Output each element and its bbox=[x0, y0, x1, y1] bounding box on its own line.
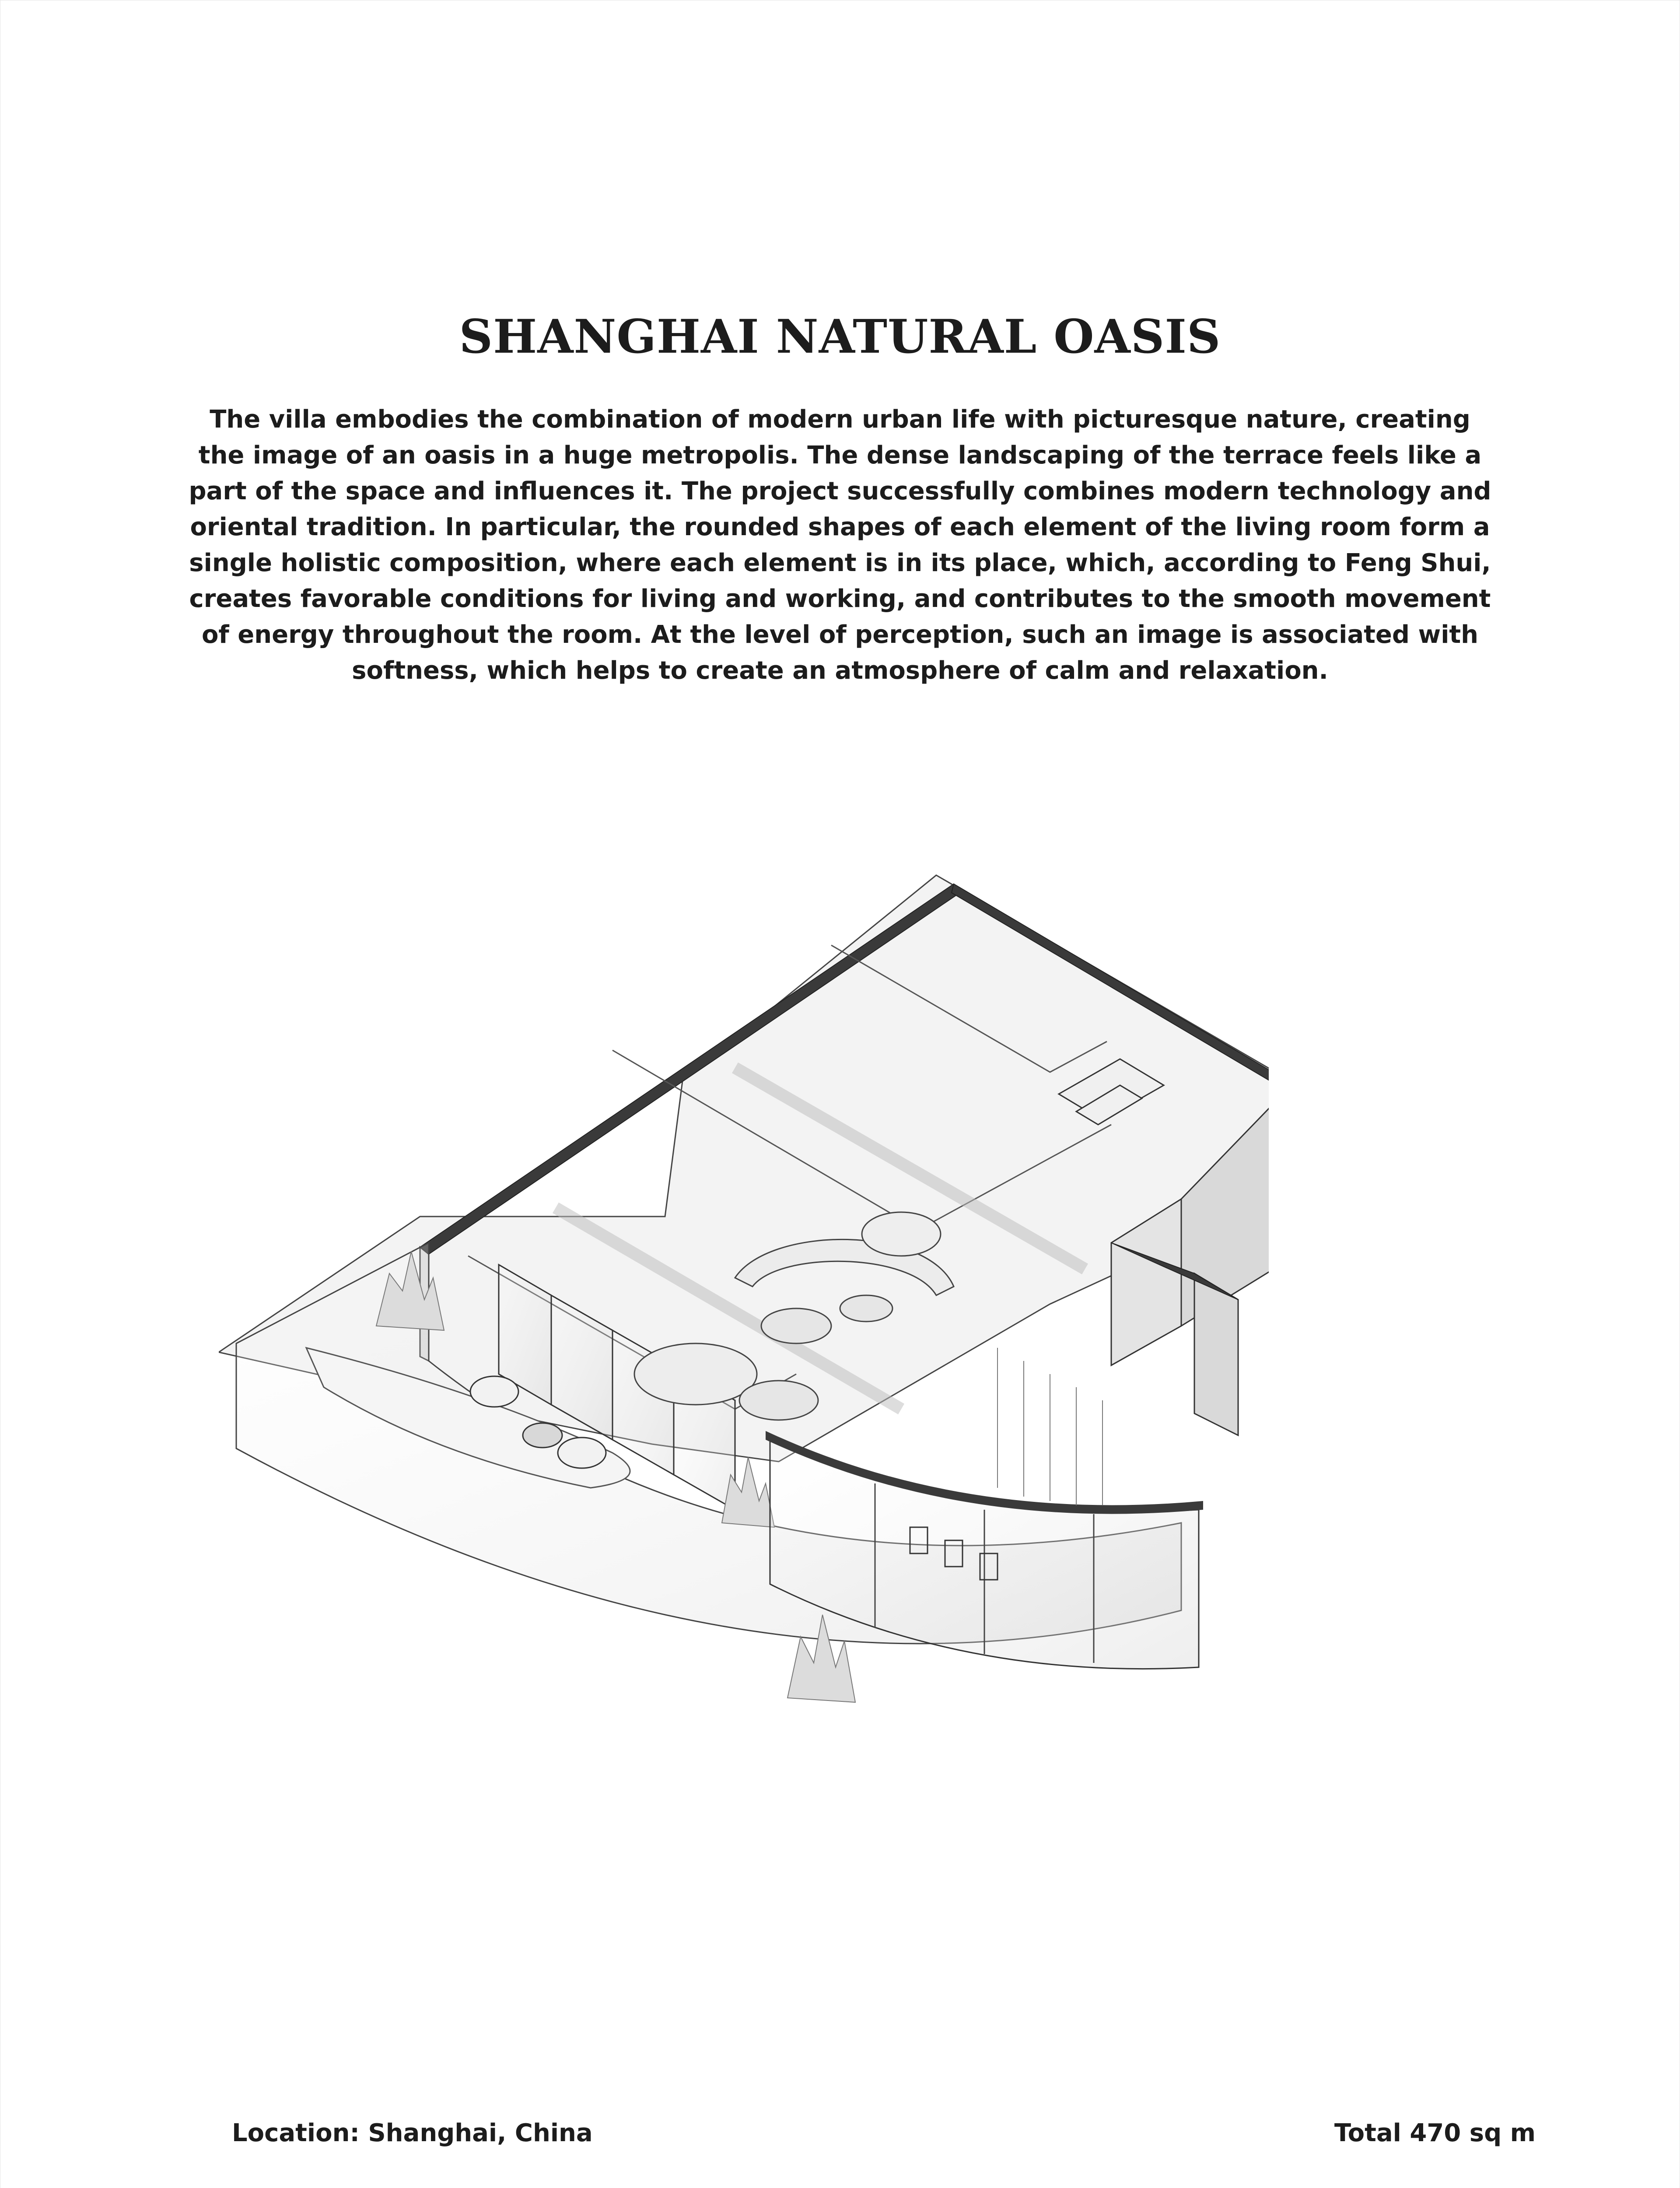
ottoman-3 bbox=[739, 1381, 818, 1420]
project-description: The villa embodies the combination of modern urban life with picturesque nature, creating the image of an oasis in a huge metropolis. The dense landscaping of the terrace feels like a part of the space and influences it. The project successfully combines modern technology and oriental tradition. In particular, the rounded shapes of each element of the living room form a single holistic composition, where each element is in its place, which, according to Feng Shui, creates favorable conditions for living and working, and contributes to the smooth movement of energy throughout the room. At the level of perception, such an image is associated with softness, which helps to create an atmosphere of calm and relaxation. bbox=[189, 405, 1491, 685]
kitchen-wall-face bbox=[1194, 1273, 1238, 1435]
wall-paneling bbox=[998, 1348, 1102, 1505]
ottoman-2 bbox=[840, 1295, 892, 1322]
location-label: Location: Shanghai, China bbox=[232, 2119, 593, 2147]
total-area-label: Total 470 sq m bbox=[1334, 2119, 1536, 2147]
ottoman-1 bbox=[761, 1308, 831, 1343]
page-title: SHANGHAI NATURAL OASIS bbox=[459, 309, 1221, 364]
round-table bbox=[862, 1212, 941, 1256]
dining-table bbox=[634, 1343, 757, 1405]
isometric-floor-plan bbox=[219, 866, 1269, 1742]
